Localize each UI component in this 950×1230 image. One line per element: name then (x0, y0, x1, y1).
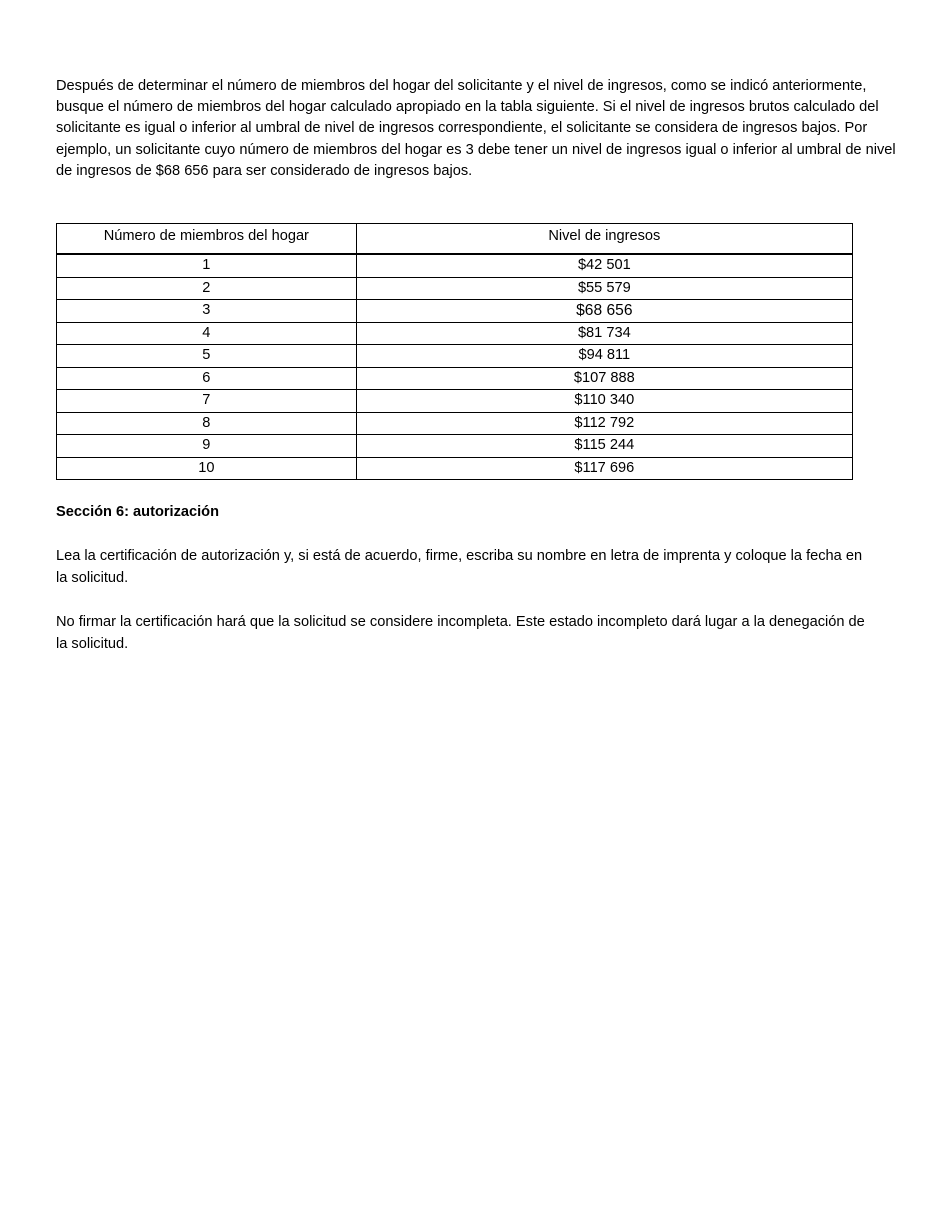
incomplete-warning: No firmar la certificación hará que la solicitud se considere incompleta. Este estado incompleto dará lugar a la denegación de la solicitud. (56, 614, 865, 653)
table-row (57, 367, 853, 390)
household-size-cell: 7 (57, 390, 357, 413)
authorization-instructions: Lea la certificación de autorización y, si está de acuerdo, firme, escriba su nombre en letra de imprenta y coloque la fecha en la solicitud. (56, 548, 863, 587)
household-size-cell: 4 (57, 322, 357, 345)
table-header-row (57, 224, 853, 255)
document-page (56, 76, 896, 655)
household-members-header: Número de miembros del hogar (57, 224, 357, 255)
income-level-cell: $112 792 (356, 412, 852, 435)
table-row (57, 390, 853, 413)
income-level-cell: $107 888 (356, 367, 852, 390)
income-level-header: Nivel de ingresos (356, 224, 852, 255)
table-row (57, 412, 853, 435)
table-row (57, 254, 853, 277)
table-row (57, 345, 853, 368)
household-size-cell: 6 (57, 367, 357, 390)
household-size-cell: 10 (57, 457, 357, 480)
income-level-cell: $68 656 (356, 300, 852, 323)
household-size-cell: 5 (57, 345, 357, 368)
table-row (57, 322, 853, 345)
income-level-cell: $110 340 (356, 390, 852, 413)
household-size-cell: 1 (57, 254, 357, 277)
intro-paragraph: Después de determinar el número de miembros del hogar del solicitante y el nivel de ingresos, como se indicó anteriormente, busque el número de miembros del hogar calculado apropiado en la tabla siguiente. Si el nivel de ingresos brutos calculado del solicitante es igual o inferior al umbral de nivel de ingresos correspondiente, el solicitante se considera de ingresos bajos. Por ejemplo, un solicitante cuyo número de miembros del hogar es 3 debe tener un nivel de ingresos igual o inferior al umbral de nivel de ingresos de $68 656 para ser considerado de ingresos bajos. (56, 78, 896, 179)
household-size-cell: 9 (57, 435, 357, 458)
household-size-cell: 8 (57, 412, 357, 435)
income-level-cell: $81 734 (356, 322, 852, 345)
income-level-cell: $55 579 (356, 277, 852, 300)
household-size-cell: 3 (57, 300, 357, 323)
table-row (57, 277, 853, 300)
household-size-cell: 2 (57, 277, 357, 300)
table-row (57, 300, 853, 323)
table-row (57, 457, 853, 480)
income-level-cell: $117 696 (356, 457, 852, 480)
income-level-cell: $115 244 (356, 435, 852, 458)
income-level-cell: $94 811 (356, 345, 852, 368)
table-row (57, 435, 853, 458)
section-6-title: Sección 6: autorización (56, 504, 220, 521)
income-threshold-table (56, 223, 853, 480)
income-level-cell: $42 501 (356, 254, 852, 277)
